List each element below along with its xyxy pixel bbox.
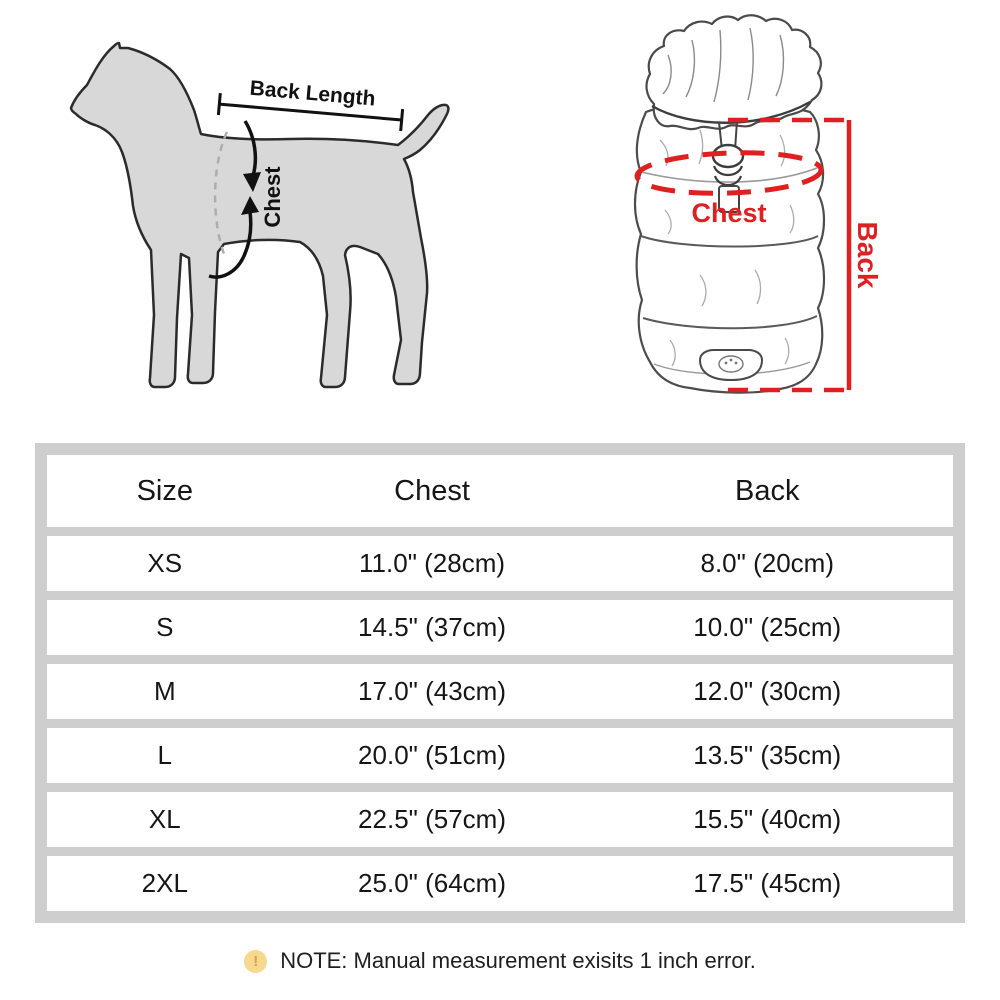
- table-row: [47, 600, 953, 655]
- table-header-chest: Chest: [394, 474, 470, 507]
- size-cell: XS: [147, 548, 183, 578]
- vest-chest-label: Chest: [691, 198, 767, 228]
- size-cell: L: [157, 740, 172, 770]
- chest-cell: 22.5" (57cm): [358, 804, 506, 834]
- table-row: [47, 664, 953, 719]
- measurement-note: [0, 942, 1000, 980]
- chest-cell: 17.0" (43cm): [358, 676, 506, 706]
- table-header-row: [47, 455, 953, 527]
- back-cell: 12.0" (30cm): [693, 676, 842, 706]
- size-cell: M: [153, 676, 176, 706]
- size-cell: XL: [148, 804, 181, 834]
- table-header-size: Size: [136, 474, 193, 507]
- back-length-label: Back Length: [248, 76, 377, 111]
- vest-tag: [700, 350, 762, 380]
- chest-cell: 11.0" (28cm): [359, 548, 506, 578]
- chest-cell: 14.5" (37cm): [358, 612, 506, 642]
- note-text: NOTE: Manual measurement exisits 1 inch error.: [280, 948, 756, 973]
- back-cell: 13.5" (35cm): [693, 740, 842, 770]
- back-cell: 8.0" (20cm): [700, 548, 834, 578]
- chest-cell: 20.0" (51cm): [358, 740, 506, 770]
- vest-measurement-diagram: [590, 10, 920, 410]
- back-cell: 17.5" (45cm): [693, 868, 842, 898]
- table-header-back: Back: [735, 474, 800, 507]
- table-row: [47, 792, 953, 847]
- size-chart-table: [35, 443, 965, 923]
- table-row: [47, 536, 953, 591]
- dog-chest-label: Chest: [260, 166, 285, 228]
- chest-cell: 25.0" (64cm): [358, 868, 506, 898]
- vest-back-label: Back: [852, 221, 883, 289]
- exclamation-icon: !: [244, 950, 267, 973]
- back-cell: 15.5" (40cm): [693, 804, 842, 834]
- size-cell: S: [156, 612, 174, 642]
- dog-measurement-diagram: [15, 25, 485, 425]
- vest-collar: [647, 15, 822, 129]
- size-cell: 2XL: [141, 868, 188, 898]
- table-row: [47, 728, 953, 783]
- table-row: [47, 856, 953, 911]
- back-cell: 10.0" (25cm): [693, 612, 842, 642]
